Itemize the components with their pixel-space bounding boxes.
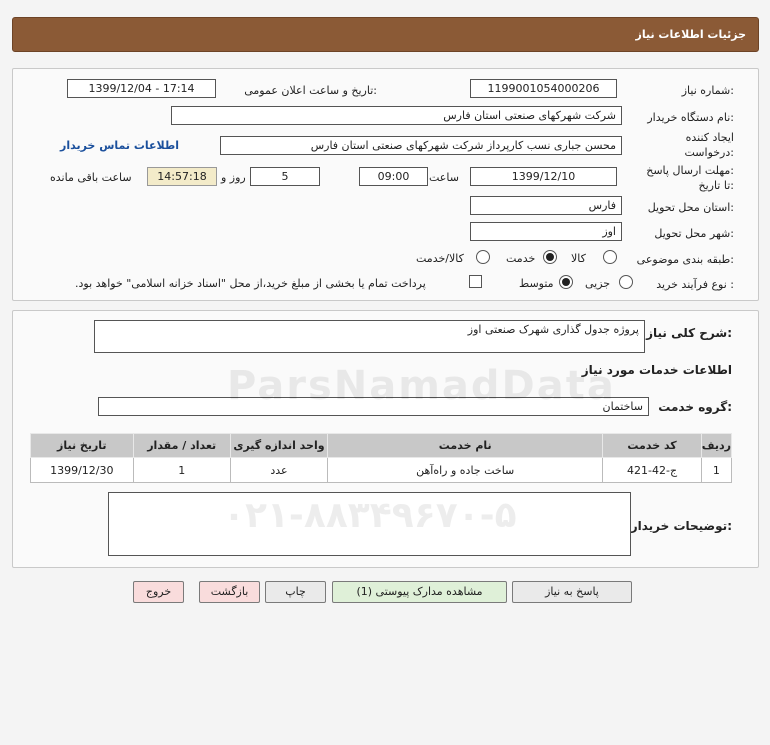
- cell-row-number: 1: [701, 458, 731, 483]
- back-button[interactable]: بازگشت: [199, 581, 260, 603]
- need-info-panel: [12, 68, 759, 301]
- deadline-date-field: 1399/12/10: [470, 167, 617, 186]
- need-number-label: شماره نیاز:: [681, 84, 734, 97]
- announce-field: 1399/12/04 - 17:14: [67, 79, 216, 98]
- cell-need-date: 1399/12/30: [31, 458, 134, 483]
- service-group-label: گروه خدمت:: [658, 400, 732, 414]
- category-goods-radio[interactable]: [603, 250, 617, 264]
- table-row: [31, 458, 732, 483]
- category-service-label: خدمت: [506, 252, 536, 265]
- remaining-days-label: روز و: [221, 171, 246, 184]
- col-service-name: نام خدمت: [328, 434, 603, 458]
- cell-quantity: 1: [133, 458, 230, 483]
- process-medium-radio[interactable]: [559, 275, 573, 289]
- reply-button[interactable]: پاسخ به نیاز: [512, 581, 632, 603]
- services-heading: اطلاعات خدمات مورد نیاز: [581, 363, 732, 377]
- services-table: [30, 433, 732, 483]
- process-medium-label: متوسط: [519, 277, 554, 290]
- col-row-number: ردیف: [701, 434, 731, 458]
- announce-label: تاریخ و ساعت اعلان عمومی:: [244, 84, 377, 97]
- need-details-panel: [12, 310, 759, 568]
- creator-label-2: درخواست:: [684, 146, 734, 159]
- deadline-label-1: مهلت ارسال پاسخ:: [646, 164, 734, 177]
- category-goods-service-label: کالا/خدمت: [416, 252, 464, 265]
- category-label: طبقه بندی موضوعی:: [636, 253, 734, 266]
- province-label: استان محل تحویل:: [647, 201, 734, 214]
- buyer-org-field: شرکت شهرکهای صنعتی استان فارس: [171, 106, 622, 125]
- remaining-time-box: 14:57:18: [147, 167, 217, 186]
- process-minor-radio[interactable]: [619, 275, 633, 289]
- page-header: [12, 17, 759, 52]
- deadline-time-label: ساعت: [429, 171, 459, 184]
- city-label: شهر محل تحویل:: [654, 227, 734, 240]
- col-quantity: تعداد / مقدار: [133, 434, 230, 458]
- need-number-field: 1199001054000206: [470, 79, 617, 98]
- creator-field: محسن جباری نسب کارپرداز شرکت شهرکهای صنعتی استان فارس: [220, 136, 622, 155]
- summary-label: شرح کلی نیاز:: [646, 326, 732, 340]
- city-field: اوز: [470, 222, 622, 241]
- cell-service-code: ج-42-421: [603, 458, 701, 483]
- service-group-field: ساختمان: [98, 397, 649, 416]
- buyer-contact-link[interactable]: اطلاعات تماس خریدار: [60, 139, 180, 152]
- services-table-header: [31, 434, 732, 458]
- treasury-payment-checkbox[interactable]: [469, 275, 482, 288]
- buyer-org-label: نام دستگاه خریدار:: [647, 111, 734, 124]
- page-title: جزئیات اطلاعات نیاز: [635, 28, 746, 41]
- deadline-time-field: 09:00: [359, 167, 428, 186]
- watermark-brand: ParsNamadData: [227, 363, 616, 409]
- view-attachments-button[interactable]: مشاهده مدارک پیوستی (1): [332, 581, 507, 603]
- exit-button[interactable]: خروج: [133, 581, 184, 603]
- province-field: فارس: [470, 196, 622, 215]
- creator-label-1: ایجاد کننده: [685, 131, 734, 144]
- col-service-code: کد خدمت: [603, 434, 701, 458]
- deadline-label-2: تا تاریخ:: [698, 179, 734, 192]
- print-button[interactable]: چاپ: [265, 581, 326, 603]
- category-goods-service-radio[interactable]: [476, 250, 490, 264]
- process-minor-label: جزیی: [585, 277, 611, 290]
- treasury-payment-note: پرداخت تمام یا بخشی از مبلغ خرید،از محل "اسناد خزانه اسلامی" خواهد بود.: [75, 277, 426, 290]
- cell-unit: عدد: [230, 458, 327, 483]
- buyer-notes-field: [108, 492, 631, 556]
- process-label: نوع فرآیند خرید :: [656, 278, 734, 291]
- buyer-notes-label: توضیحات خریدار:: [630, 519, 732, 533]
- remaining-time-label: ساعت باقی مانده: [50, 171, 132, 184]
- category-goods-label: کالا: [571, 252, 586, 265]
- category-service-radio[interactable]: [543, 250, 557, 264]
- col-need-date: تاریخ نیاز: [31, 434, 134, 458]
- cell-service-name: ساخت جاده و راه‌آهن: [328, 458, 603, 483]
- col-unit: واحد اندازه گیری: [230, 434, 327, 458]
- summary-field: پروژه جدول گذاری شهرک صنعتی اوز: [94, 320, 645, 353]
- remaining-days-field: 5: [250, 167, 320, 186]
